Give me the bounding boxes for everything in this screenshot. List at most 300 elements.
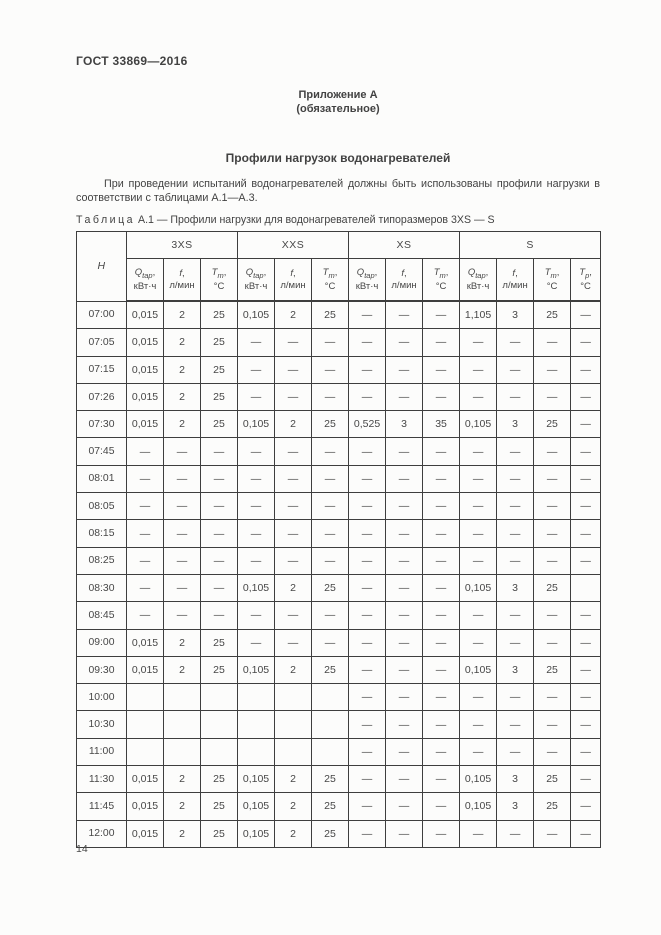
value-cell: 0,015 <box>127 411 164 438</box>
value-cell: — <box>460 520 497 547</box>
value-cell: — <box>460 684 497 711</box>
value-cell <box>201 711 238 738</box>
value-cell: — <box>423 301 460 329</box>
table-row <box>77 438 601 465</box>
quantity-column-header: $Q_{tap}$, кВт·ч <box>349 259 386 302</box>
value-cell: — <box>423 520 460 547</box>
value-cell: — <box>534 629 571 656</box>
value-cell: — <box>534 438 571 465</box>
value-cell: — <box>571 383 601 410</box>
time-cell: 07:05 <box>77 329 127 356</box>
table-row <box>77 383 601 410</box>
table-row <box>77 656 601 683</box>
value-cell: — <box>349 656 386 683</box>
table-row <box>77 766 601 793</box>
value-cell: — <box>349 574 386 601</box>
value-cell: — <box>497 711 534 738</box>
value-cell: 3 <box>497 793 534 820</box>
time-cell: 12:00 <box>77 820 127 847</box>
value-cell: 0,015 <box>127 629 164 656</box>
value-cell: — <box>460 711 497 738</box>
value-cell: 0,105 <box>238 793 275 820</box>
value-cell: 25 <box>201 383 238 410</box>
value-cell: 0,015 <box>127 820 164 847</box>
value-cell: — <box>349 629 386 656</box>
value-cell: — <box>201 520 238 547</box>
quantity-column-header: f, л/мин <box>497 259 534 302</box>
value-cell: — <box>275 602 312 629</box>
size-group-header: S <box>460 232 601 259</box>
value-cell: 2 <box>164 656 201 683</box>
table-row <box>77 547 601 574</box>
value-cell <box>164 684 201 711</box>
value-cell: — <box>312 438 349 465</box>
value-cell: — <box>497 547 534 574</box>
value-cell: 25 <box>312 656 349 683</box>
value-cell: — <box>201 493 238 520</box>
value-cell: — <box>201 547 238 574</box>
value-cell: — <box>386 820 423 847</box>
value-cell: 25 <box>201 329 238 356</box>
value-cell: — <box>571 766 601 793</box>
quantity-column-header: $T_m$, °С <box>534 259 571 302</box>
table-row <box>77 301 601 329</box>
value-cell: 3 <box>497 411 534 438</box>
table-caption-word: Таблица <box>76 214 136 226</box>
value-cell: 25 <box>312 820 349 847</box>
value-cell: — <box>275 383 312 410</box>
time-cell: 11:00 <box>77 738 127 765</box>
value-cell: — <box>571 547 601 574</box>
quantity-column-header: $Q_{tap}$, кВт·ч <box>238 259 275 302</box>
value-cell: — <box>349 711 386 738</box>
value-cell: — <box>349 383 386 410</box>
value-cell: — <box>349 602 386 629</box>
time-cell: 10:30 <box>77 711 127 738</box>
value-cell: — <box>423 465 460 492</box>
value-cell: — <box>386 383 423 410</box>
time-cell: 08:15 <box>77 520 127 547</box>
value-cell: — <box>275 438 312 465</box>
value-cell: — <box>386 602 423 629</box>
value-cell: — <box>460 438 497 465</box>
value-cell: — <box>497 684 534 711</box>
value-cell: 25 <box>201 656 238 683</box>
value-cell: — <box>460 493 497 520</box>
appendix-type: (обязательное) <box>296 102 380 115</box>
value-cell: 0,015 <box>127 301 164 329</box>
value-cell: — <box>238 520 275 547</box>
value-cell: 25 <box>534 656 571 683</box>
value-cell: — <box>386 793 423 820</box>
value-cell: 2 <box>275 656 312 683</box>
value-cell: — <box>349 766 386 793</box>
value-cell: — <box>423 820 460 847</box>
value-cell: — <box>497 738 534 765</box>
value-cell: — <box>386 356 423 383</box>
value-cell: — <box>164 520 201 547</box>
value-cell: — <box>571 356 601 383</box>
value-cell: 1,105 <box>460 301 497 329</box>
value-cell: — <box>349 520 386 547</box>
value-cell: — <box>127 465 164 492</box>
value-cell: — <box>386 629 423 656</box>
value-cell: — <box>238 329 275 356</box>
value-cell: 25 <box>312 411 349 438</box>
page-content <box>76 0 600 848</box>
quantity-column-header: $T_m$, °С <box>312 259 349 302</box>
value-cell: 25 <box>312 574 349 601</box>
value-cell: 0,105 <box>460 574 497 601</box>
time-cell: 09:30 <box>77 656 127 683</box>
value-cell: 2 <box>275 766 312 793</box>
value-cell: — <box>534 383 571 410</box>
value-cell: — <box>275 329 312 356</box>
time-cell: 09:00 <box>77 629 127 656</box>
value-cell: — <box>312 383 349 410</box>
value-cell: 25 <box>534 411 571 438</box>
value-cell: — <box>423 793 460 820</box>
value-cell <box>201 684 238 711</box>
quantity-column-header: $T_m$, °С <box>423 259 460 302</box>
value-cell: — <box>238 602 275 629</box>
value-cell: — <box>349 329 386 356</box>
value-cell: — <box>571 656 601 683</box>
value-cell: — <box>534 520 571 547</box>
value-cell: — <box>386 438 423 465</box>
value-cell: — <box>275 629 312 656</box>
value-cell: — <box>312 602 349 629</box>
value-cell: — <box>497 820 534 847</box>
value-cell <box>275 738 312 765</box>
value-cell: — <box>164 493 201 520</box>
value-cell: 3 <box>497 301 534 329</box>
value-cell: — <box>238 383 275 410</box>
value-cell: 0,525 <box>349 411 386 438</box>
value-cell: 3 <box>497 656 534 683</box>
value-cell: 25 <box>312 301 349 329</box>
value-cell: — <box>201 438 238 465</box>
table-row <box>77 602 601 629</box>
value-cell: 2 <box>275 411 312 438</box>
load-profile-table <box>76 231 601 848</box>
table-row <box>77 465 601 492</box>
value-cell: — <box>386 547 423 574</box>
value-cell: 25 <box>201 411 238 438</box>
value-cell: — <box>349 738 386 765</box>
value-cell: 2 <box>164 766 201 793</box>
value-cell: 3 <box>497 574 534 601</box>
value-cell: — <box>571 711 601 738</box>
value-cell: — <box>534 465 571 492</box>
value-cell: — <box>312 465 349 492</box>
value-cell: — <box>497 383 534 410</box>
value-cell: — <box>423 383 460 410</box>
value-cell: — <box>571 684 601 711</box>
value-cell: 0,105 <box>460 793 497 820</box>
value-cell <box>312 711 349 738</box>
quantity-column-header: $T_m$, °С <box>201 259 238 302</box>
value-cell: — <box>349 465 386 492</box>
value-cell: — <box>238 547 275 574</box>
value-cell: 2 <box>164 411 201 438</box>
value-cell: — <box>386 465 423 492</box>
value-cell: — <box>497 465 534 492</box>
value-cell: — <box>423 602 460 629</box>
value-cell: — <box>238 493 275 520</box>
value-cell: — <box>423 738 460 765</box>
time-cell: 08:05 <box>77 493 127 520</box>
value-cell: — <box>571 493 601 520</box>
value-cell <box>275 684 312 711</box>
value-cell: 0,015 <box>127 383 164 410</box>
value-cell: — <box>571 438 601 465</box>
table-row <box>77 711 601 738</box>
table-row <box>77 411 601 438</box>
value-cell: — <box>571 329 601 356</box>
value-cell: 25 <box>312 793 349 820</box>
table-head <box>77 232 601 302</box>
value-cell: — <box>497 629 534 656</box>
table-row <box>77 574 601 601</box>
value-cell: — <box>312 629 349 656</box>
value-cell: — <box>534 602 571 629</box>
value-cell: 0,105 <box>238 301 275 329</box>
page-number: 14 <box>76 843 88 855</box>
value-cell: — <box>534 738 571 765</box>
value-cell: 2 <box>275 820 312 847</box>
value-cell: 0,105 <box>238 766 275 793</box>
value-cell: — <box>386 711 423 738</box>
table-row <box>77 793 601 820</box>
table-row <box>77 684 601 711</box>
value-cell: — <box>164 438 201 465</box>
value-cell: — <box>571 738 601 765</box>
value-cell: 3 <box>386 411 423 438</box>
value-cell: — <box>534 684 571 711</box>
value-cell: 0,105 <box>460 766 497 793</box>
time-cell: 08:01 <box>77 465 127 492</box>
value-cell: — <box>275 547 312 574</box>
value-cell: — <box>571 793 601 820</box>
value-cell: — <box>238 356 275 383</box>
quantity-column-header: $T_p$, °С <box>571 259 601 302</box>
value-cell: — <box>238 629 275 656</box>
value-cell: 2 <box>275 793 312 820</box>
value-cell: 0,105 <box>238 656 275 683</box>
value-cell: — <box>201 574 238 601</box>
value-cell: — <box>312 356 349 383</box>
value-cell: — <box>312 493 349 520</box>
quantity-column-header: f, л/мин <box>275 259 312 302</box>
value-cell: — <box>460 383 497 410</box>
value-cell: — <box>460 465 497 492</box>
value-cell: — <box>497 520 534 547</box>
value-cell: 25 <box>201 629 238 656</box>
standard-number: ГОСТ 33869—2016 <box>76 54 188 68</box>
value-cell: — <box>497 438 534 465</box>
value-cell: — <box>571 301 601 329</box>
table-row <box>77 820 601 847</box>
value-cell: — <box>164 547 201 574</box>
value-cell <box>571 574 601 601</box>
value-cell: — <box>312 547 349 574</box>
value-cell: — <box>497 493 534 520</box>
value-cell: — <box>127 520 164 547</box>
quantity-column-header: f, л/мин <box>386 259 423 302</box>
value-cell: — <box>386 766 423 793</box>
value-cell: 0,105 <box>460 411 497 438</box>
value-cell: — <box>571 465 601 492</box>
value-cell: — <box>423 711 460 738</box>
quantity-column-header: $Q_{tap}$, кВт·ч <box>460 259 497 302</box>
value-cell: 0,015 <box>127 766 164 793</box>
value-cell: — <box>164 465 201 492</box>
time-cell: 08:25 <box>77 547 127 574</box>
value-cell: — <box>571 520 601 547</box>
value-cell <box>275 711 312 738</box>
value-cell: — <box>534 820 571 847</box>
time-cell: 07:45 <box>77 438 127 465</box>
value-cell: 25 <box>312 766 349 793</box>
value-cell: — <box>386 684 423 711</box>
value-cell: — <box>386 520 423 547</box>
value-cell <box>164 738 201 765</box>
value-cell: — <box>534 711 571 738</box>
value-cell <box>127 684 164 711</box>
time-cell: 10:00 <box>77 684 127 711</box>
value-cell: 2 <box>164 793 201 820</box>
value-cell: 25 <box>534 766 571 793</box>
value-cell: — <box>201 465 238 492</box>
value-cell: — <box>386 574 423 601</box>
size-group-header: XXS <box>238 232 349 259</box>
value-cell: — <box>423 547 460 574</box>
value-cell: — <box>571 629 601 656</box>
value-cell: 25 <box>201 301 238 329</box>
value-cell: 35 <box>423 411 460 438</box>
value-cell: — <box>386 656 423 683</box>
value-cell: — <box>423 656 460 683</box>
value-cell: — <box>386 493 423 520</box>
value-cell: — <box>460 629 497 656</box>
value-cell <box>164 711 201 738</box>
section-title: Профили нагрузок водонагревателей <box>225 151 451 165</box>
value-cell: — <box>423 629 460 656</box>
value-cell: — <box>349 793 386 820</box>
value-cell: — <box>349 356 386 383</box>
appendix-heading <box>76 89 600 116</box>
value-cell: — <box>460 738 497 765</box>
value-cell: — <box>386 301 423 329</box>
value-cell: 25 <box>201 766 238 793</box>
time-cell: 11:45 <box>77 793 127 820</box>
value-cell: — <box>571 602 601 629</box>
time-cell: 11:30 <box>77 766 127 793</box>
table-row <box>77 329 601 356</box>
value-cell: 0,015 <box>127 329 164 356</box>
value-cell: 3 <box>497 766 534 793</box>
value-cell <box>312 684 349 711</box>
value-cell: 2 <box>164 356 201 383</box>
time-column-header: Н <box>77 232 127 302</box>
value-cell <box>127 711 164 738</box>
value-cell: 25 <box>201 356 238 383</box>
value-cell: — <box>349 684 386 711</box>
time-cell: 07:15 <box>77 356 127 383</box>
table-row <box>77 629 601 656</box>
value-cell: — <box>349 438 386 465</box>
value-cell: — <box>571 411 601 438</box>
value-cell: — <box>164 602 201 629</box>
size-group-header: 3XS <box>127 232 238 259</box>
value-cell: 0,015 <box>127 656 164 683</box>
time-cell: 07:30 <box>77 411 127 438</box>
value-cell: 2 <box>275 301 312 329</box>
value-cell: — <box>275 465 312 492</box>
value-cell <box>312 738 349 765</box>
value-cell <box>238 684 275 711</box>
value-cell: — <box>349 547 386 574</box>
value-cell: — <box>423 684 460 711</box>
value-cell: 25 <box>534 574 571 601</box>
value-cell: — <box>275 356 312 383</box>
value-cell: — <box>460 356 497 383</box>
time-cell: 08:30 <box>77 574 127 601</box>
value-cell: — <box>497 602 534 629</box>
value-cell: — <box>238 438 275 465</box>
value-cell: — <box>423 766 460 793</box>
value-cell: — <box>534 329 571 356</box>
value-cell: — <box>423 438 460 465</box>
value-cell: — <box>423 356 460 383</box>
quantity-column-header: f, л/мин <box>164 259 201 302</box>
value-cell: 2 <box>275 574 312 601</box>
table-row <box>77 493 601 520</box>
value-cell: 2 <box>164 329 201 356</box>
value-cell: — <box>423 493 460 520</box>
value-cell: — <box>460 329 497 356</box>
value-cell: — <box>164 574 201 601</box>
value-cell: — <box>349 493 386 520</box>
value-cell: 0,105 <box>238 574 275 601</box>
value-cell: 0,015 <box>127 356 164 383</box>
value-cell: 25 <box>534 301 571 329</box>
value-cell: 25 <box>201 793 238 820</box>
value-cell: 2 <box>164 301 201 329</box>
value-cell: — <box>460 820 497 847</box>
table-caption-text: А.1 — Профили нагрузки для водонагревателей типоразмеров 3XS — S <box>138 214 495 226</box>
value-cell: 2 <box>164 629 201 656</box>
value-cell: — <box>127 547 164 574</box>
value-cell: — <box>423 574 460 601</box>
value-cell <box>238 738 275 765</box>
value-cell: — <box>497 356 534 383</box>
value-cell: — <box>127 438 164 465</box>
value-cell: 0,105 <box>460 656 497 683</box>
value-cell: — <box>312 329 349 356</box>
value-cell: — <box>386 329 423 356</box>
intro-paragraph: При проведении испытаний водонагревателей должны быть использованы профили нагрузки в соответствии с таблицами А.1—А.3. <box>76 178 600 204</box>
value-cell: — <box>127 574 164 601</box>
value-cell: — <box>127 493 164 520</box>
value-cell: — <box>312 520 349 547</box>
quantity-column-header: $Q_{tap}$, кВт·ч <box>127 259 164 302</box>
table-row <box>77 738 601 765</box>
value-cell: — <box>275 493 312 520</box>
value-cell: — <box>349 820 386 847</box>
value-cell <box>127 738 164 765</box>
